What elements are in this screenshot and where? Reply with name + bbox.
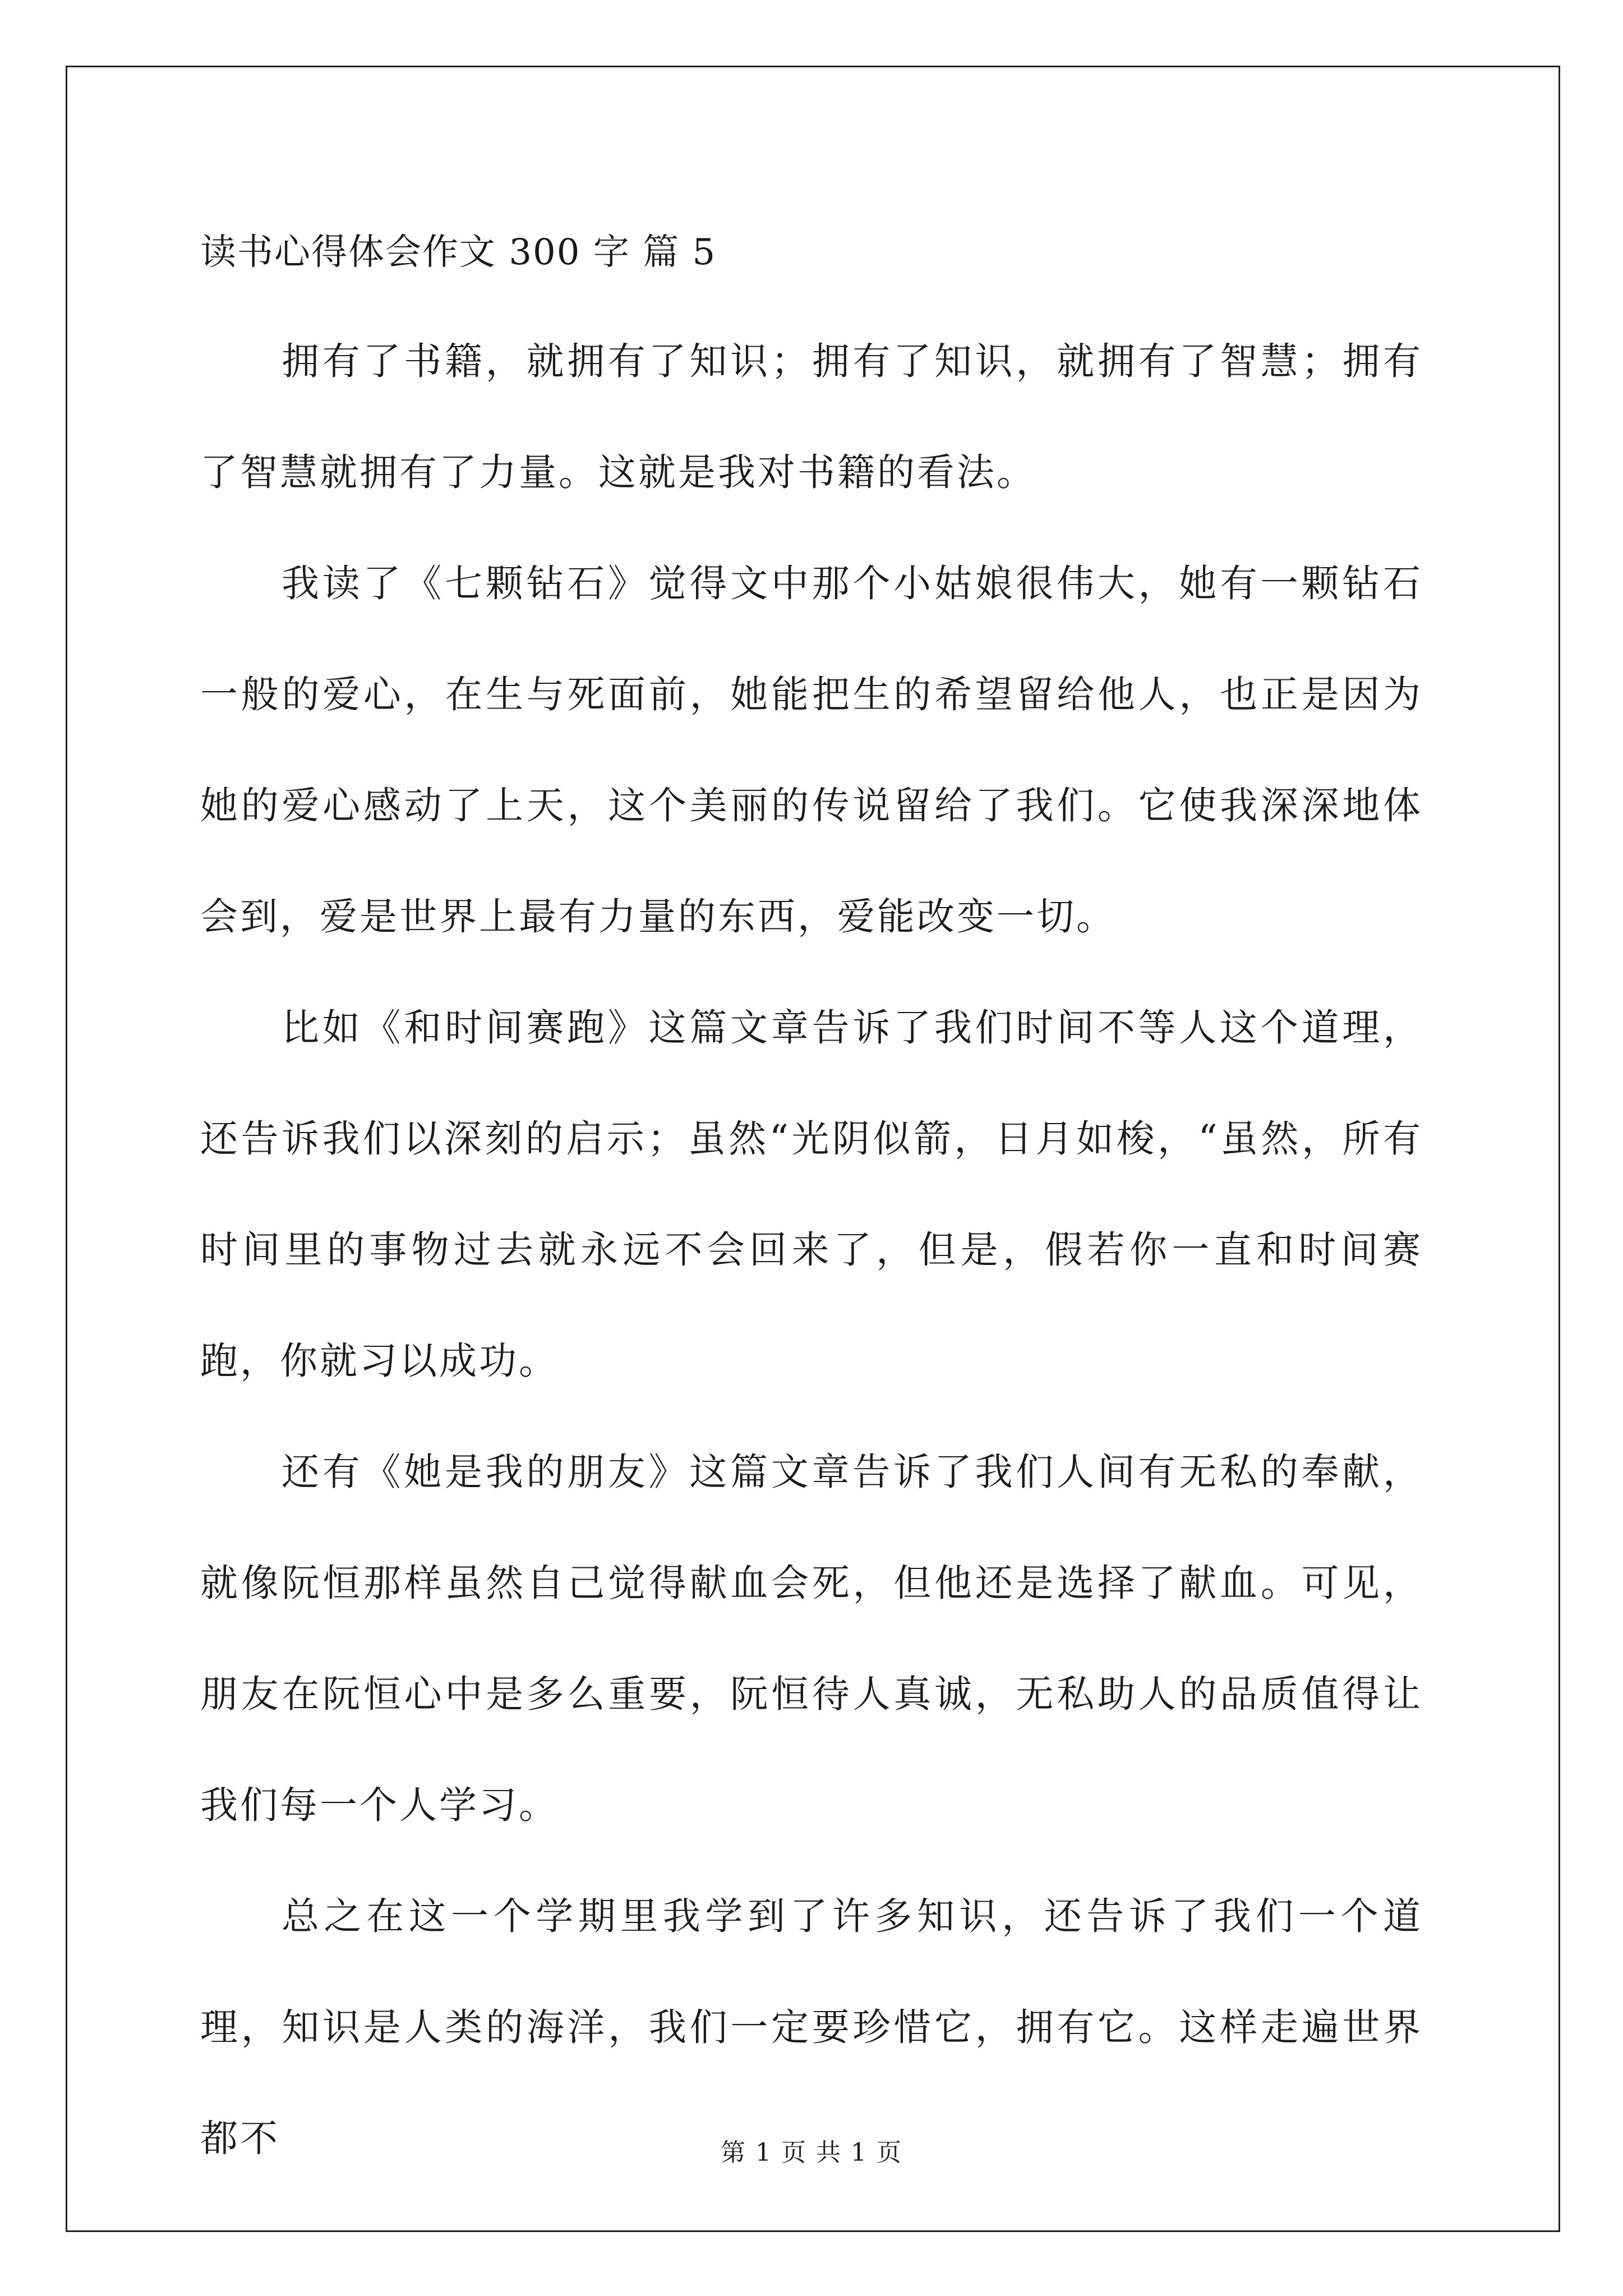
- paragraph-5: 总之在这一个学期里我学到了许多知识，还告诉了我们一个道理，知识是人类的海洋，我们一定要珍惜它，拥有它。这样走遍世界都不: [200, 1894, 1423, 2160]
- paragraph-4: 还有《她是我的朋友》这篇文章告诉了我们人间有无私的奉献，就像阮恒那样虽然自己觉得献血会死，但他还是选择了献血。可见，朋友在阮恒心中是多么重要，阮恒待人真诚，无私助人的品质值得让我们每一个人学习。: [200, 1450, 1423, 1827]
- page-footer: 第 1 页 共 1 页: [721, 2138, 902, 2167]
- paragraph-1: 拥有了书籍，就拥有了知识；拥有了知识，就拥有了智慧；拥有了智慧就拥有了力量。这就是我对书籍的看法。: [200, 339, 1423, 494]
- paragraph-2: 我读了《七颗钻石》觉得文中那个小姑娘很伟大，她有一颗钻石一般的爱心，在生与死面前，她能把生的希望留给他人，也正是因为她的爱心感动了上天，这个美丽的传说留给了我们。它使我深深地体会到，爱是世界上最有力量的东西，爱能改变一切。: [200, 562, 1423, 938]
- document-body: [200, 222, 1423, 2194]
- paragraph-3: 比如《和时间赛跑》这篇文章告诉了我们时间不等人这个道理，还告诉我们以深刻的启示；虽然“光阴似箭，日月如梭，“虽然，所有时间里的事物过去就永远不会回来了，但是，假若你一直和时间赛跑，你就习以成功。: [200, 1006, 1423, 1383]
- document-title: 读书心得体会作文 300 字 篇 5: [200, 232, 717, 273]
